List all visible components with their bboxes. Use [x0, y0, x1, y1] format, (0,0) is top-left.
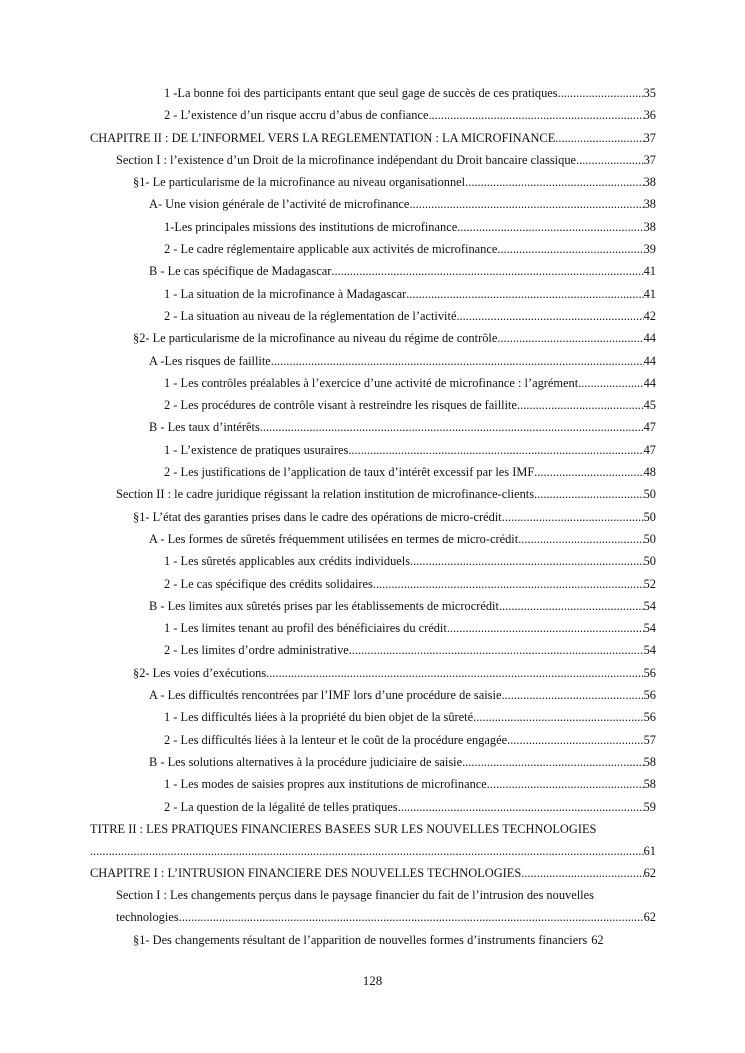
toc-entry-section — [90, 888, 656, 925]
toc-entry-title: 1 - L’existence de pratiques usuraires — [164, 442, 349, 457]
toc-entry-page: 50 — [643, 509, 656, 524]
toc-entry-title: §2- Les voies d’exécutions — [133, 665, 267, 680]
toc-entry-title: 1-Les principales missions des institutions de microfinance — [164, 219, 458, 234]
toc-entry-title: 2 - Les procédures de contrôle visant à restreindre les risques de faillite — [164, 398, 517, 413]
toc-entry-paragraph — [90, 933, 656, 948]
toc-entry-title: TITRE II : LES PRATIQUES FINANCIERES BASEES SUR LES NOUVELLES TECHNOLOGIES — [90, 821, 597, 836]
toc-entry-page: 62 — [643, 866, 656, 881]
toc-entry — [90, 86, 656, 101]
toc-entry-title: A- Une vision générale de l’activité de microfinance — [149, 197, 410, 212]
toc-entry-page: 56 — [643, 665, 656, 680]
toc-entry — [90, 710, 656, 725]
toc-entry-title: B - Les limites aux sûretés prises par les établissements de microcrédit — [149, 598, 499, 613]
toc-entry-paragraph — [90, 175, 656, 190]
toc-entry-page: 58 — [643, 754, 656, 769]
toc-entry-title: 2 - La question de la légalité de telles pratiques — [164, 799, 398, 814]
toc-entry — [90, 354, 656, 369]
toc-entry-title: B - Les taux d’intérêts — [149, 420, 260, 435]
toc-entry-page: 35 — [643, 86, 656, 100]
table-of-contents — [90, 86, 656, 955]
toc-entry-page: 38 — [643, 219, 656, 234]
toc-entry-title: CHAPITRE I : L’INTRUSION FINANCIERE DES NOUVELLES TECHNOLOGIES — [90, 866, 522, 881]
toc-entry — [90, 599, 656, 614]
toc-entry-paragraph — [90, 331, 656, 346]
toc-entry-title: A -Les risques de faillite — [149, 353, 271, 368]
toc-entry-page: 54 — [643, 621, 656, 636]
toc-entry-page: 41 — [643, 264, 656, 279]
toc-entry-title: 2 - Les limites d’ordre administrative — [164, 643, 349, 658]
toc-entry-title: 2 - Les difficultés liées à la lenteur et le coût de la procédure engagée — [164, 732, 508, 747]
toc-entry-page: 37 — [643, 130, 656, 145]
toc-entry-page: 44 — [643, 331, 656, 346]
toc-entry-page: 39 — [643, 242, 656, 257]
toc-entry — [90, 420, 656, 435]
toc-entry-page: 38 — [643, 175, 656, 190]
toc-entry-page: 44 — [643, 353, 656, 368]
toc-entry — [90, 800, 656, 815]
toc-entry-title-part — [90, 822, 656, 859]
toc-entry — [90, 264, 656, 279]
toc-entry — [90, 197, 656, 212]
toc-entry — [90, 733, 656, 748]
toc-entry-title: 1 - Les limites tenant au profil des bénéficiaires du crédit — [164, 621, 447, 636]
toc-entry-page: 45 — [643, 398, 656, 413]
toc-entry-title: §1- Des changements résultant de l’apparition de nouvelles formes d’instruments financiers — [133, 932, 588, 947]
toc-entry-page: 37 — [643, 152, 656, 167]
toc-entry — [90, 532, 656, 547]
toc-entry-title: 2 - Les justifications de l’application de taux d’intérêt excessif par les IMF — [164, 465, 535, 480]
page-number: 128 — [362, 973, 383, 988]
toc-entry-title: Section I : Les changements perçus dans le paysage financier du fait de l’intrusion des nouvelles — [116, 888, 594, 903]
toc-entry-title: 1 -La bonne foi des participants entant que seul gage de succès de ces pratiques — [164, 86, 558, 100]
toc-entry-page: 48 — [643, 465, 656, 480]
toc-entry — [90, 621, 656, 636]
toc-entry-page: 59 — [643, 799, 656, 814]
toc-entry-chapter — [90, 131, 656, 146]
toc-entry — [90, 643, 656, 658]
toc-entry-title: 1 - Les sûretés applicables aux crédits individuels — [164, 554, 411, 569]
toc-entry-page: 57 — [643, 732, 656, 747]
toc-entry-page: 42 — [643, 308, 656, 323]
toc-entry-title: Section I : l’existence d’un Droit de la microfinance indépendant du Droit bancaire classique — [116, 152, 577, 167]
toc-entry-page: 54 — [643, 598, 656, 613]
toc-entry — [90, 443, 656, 458]
toc-entry-title: 2 - La situation au niveau de la réglementation de l’activité — [164, 308, 457, 323]
toc-entry — [90, 108, 656, 123]
toc-entry — [90, 777, 656, 792]
toc-entry — [90, 398, 656, 413]
toc-entry-title: A - Les difficultés rencontrées par l’IMF lors d’une procédure de saisie — [149, 688, 502, 703]
toc-entry-page: 36 — [643, 108, 656, 123]
toc-entry-page: 62 — [643, 910, 656, 925]
toc-entry-page: 47 — [643, 420, 656, 435]
toc-entry-page: 44 — [643, 375, 656, 390]
toc-entry-paragraph — [90, 510, 656, 525]
toc-entry-page: 50 — [643, 554, 656, 569]
toc-entry-title: 1 - Les modes de saisies propres aux institutions de microfinance — [164, 777, 487, 792]
toc-entry — [90, 688, 656, 703]
toc-entry-page: 58 — [643, 777, 656, 792]
toc-entry-page: 50 — [643, 487, 656, 502]
toc-entry-page: 38 — [643, 197, 656, 212]
toc-entry-chapter — [90, 866, 656, 881]
toc-entry-page: 50 — [643, 531, 656, 546]
toc-entry-page: 47 — [643, 442, 656, 457]
toc-entry — [90, 242, 656, 257]
toc-entry-title: 2 - Le cadre réglementaire applicable aux activités de microfinance — [164, 242, 498, 257]
toc-entry-page: 56 — [643, 688, 656, 703]
toc-entry-title: 1 - Les difficultés liées à la propriété du bien objet de la sûreté — [164, 710, 474, 725]
toc-entry — [90, 287, 656, 302]
toc-entry-page: 41 — [643, 286, 656, 301]
toc-entry-title: B - Les solutions alternatives à la procédure judiciaire de saisie — [149, 754, 463, 769]
toc-entry — [90, 577, 656, 592]
toc-entry — [90, 554, 656, 569]
toc-entry-title: §1- L’état des garanties prises dans le cadre des opérations de micro-crédit — [133, 509, 502, 524]
toc-entry-title: §1- Le particularisme de la microfinance au niveau organisationnel — [133, 175, 466, 190]
toc-entry-page: 56 — [643, 710, 656, 725]
toc-entry-title: 2 - L’existence d’un risque accru d’abus de confiance — [164, 108, 429, 123]
toc-entry-title: B - Le cas spécifique de Madagascar — [149, 264, 332, 279]
toc-entry-title: 2 - Le cas spécifique des crédits solidaires — [164, 576, 373, 591]
toc-entry — [90, 376, 656, 391]
toc-entry — [90, 309, 656, 324]
toc-entry-title: 1 - La situation de la microfinance à Madagascar — [164, 286, 407, 301]
toc-entry-title: 1 - Les contrôles préalables à l’exercice d’une activité de microfinance : l’agrément — [164, 375, 579, 390]
toc-entry-page: 54 — [643, 643, 656, 658]
toc-entry-page: 61 — [643, 843, 656, 858]
toc-entry-title: A - Les formes de sûretés fréquemment utilisées en termes de micro-crédit — [149, 531, 519, 546]
toc-entry-page: 62 — [591, 932, 604, 947]
toc-entry-section — [90, 487, 656, 502]
toc-entry-section — [90, 153, 656, 168]
toc-entry — [90, 755, 656, 770]
toc-entry-title: §2- Le particularisme de la microfinance au niveau du régime de contrôle — [133, 331, 498, 346]
toc-entry-title-continued: technologies — [116, 910, 179, 925]
toc-entry-paragraph — [90, 666, 656, 681]
toc-entry — [90, 465, 656, 480]
toc-entry-page: 52 — [643, 576, 656, 591]
toc-entry-title: Section II : le cadre juridique régissant la relation institution de microfinance-clients — [116, 487, 535, 502]
toc-entry — [90, 220, 656, 235]
toc-entry-title: CHAPITRE II : DE L’INFORMEL VERS LA REGLEMENTATION : LA MICROFINANCE — [90, 130, 556, 145]
